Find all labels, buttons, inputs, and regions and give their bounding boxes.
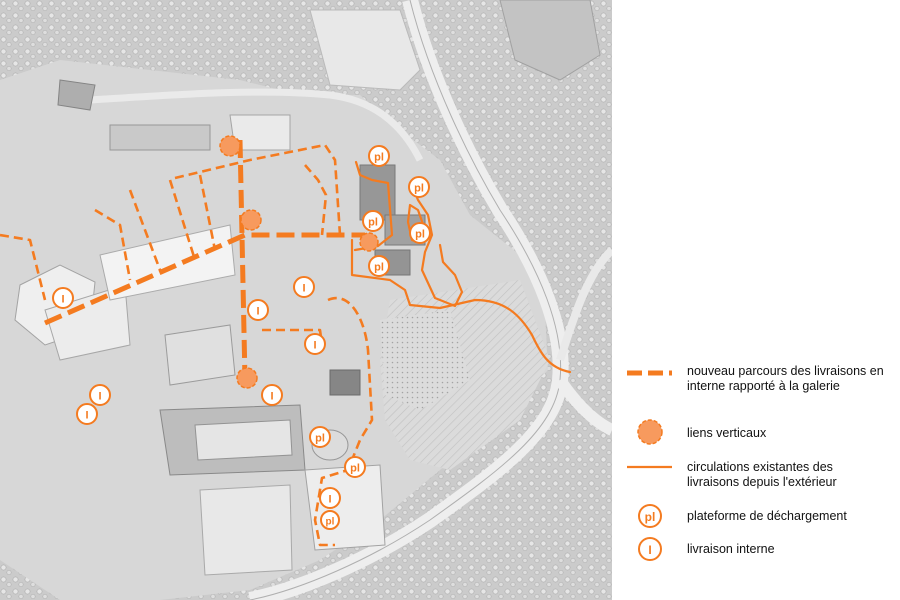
svg-text:pl: pl xyxy=(374,151,384,164)
marker-pl-6 xyxy=(345,457,365,477)
legend-label-internal-delivery: livraison interne xyxy=(687,542,775,556)
svg-text:pl: pl xyxy=(325,516,335,528)
svg-text:I: I xyxy=(313,339,317,352)
vertical-link-east xyxy=(360,233,378,251)
marker-i-4 xyxy=(305,334,325,354)
svg-text:I: I xyxy=(302,282,306,295)
legend-label-internal-route: nouveau parcours des livraisons en interne rapporté à la galerie xyxy=(687,364,884,393)
svg-text:pl: pl xyxy=(414,182,424,195)
marker-i-2 xyxy=(248,300,268,320)
marker-i-3 xyxy=(294,277,314,297)
marker-pl-7 xyxy=(321,511,339,529)
marker-i-5 xyxy=(90,385,110,405)
svg-text:pl: pl xyxy=(374,261,384,274)
svg-text:I: I xyxy=(328,493,332,506)
marker-i-7 xyxy=(262,385,282,405)
vertical-link-south xyxy=(237,368,257,388)
legend-label-vertical-links: liens verticaux xyxy=(687,426,767,440)
marker-pl-8 xyxy=(310,427,330,447)
svg-text:I: I xyxy=(648,543,652,557)
svg-text:pl: pl xyxy=(350,462,360,475)
marker-pl-1 xyxy=(369,146,389,166)
legend-symbol-pl-marker xyxy=(639,505,661,527)
marker-pl-2 xyxy=(409,177,429,197)
svg-text:I: I xyxy=(85,409,89,422)
svg-text:pl: pl xyxy=(315,432,325,445)
marker-pl-5 xyxy=(369,256,389,276)
legend-label-external-routes: circulations existantes des livraisons depuis l'extérieur xyxy=(687,460,837,489)
svg-text:pl: pl xyxy=(415,228,425,241)
vertical-link-north xyxy=(220,136,240,156)
svg-text:I: I xyxy=(61,293,65,306)
legend-symbol-i-marker xyxy=(639,538,661,560)
legend-symbol-vertical-link xyxy=(638,420,662,444)
svg-text:pl: pl xyxy=(368,216,378,229)
marker-i-1 xyxy=(53,288,73,308)
svg-text:I: I xyxy=(256,305,260,318)
svg-text:pl: pl xyxy=(644,510,656,524)
vertical-link-centre xyxy=(241,210,261,230)
marker-i-6 xyxy=(77,404,97,424)
legend-label-unloading-platform: plateforme de déchargement xyxy=(687,509,847,523)
svg-text:I: I xyxy=(270,390,274,403)
marker-pl-3 xyxy=(363,211,383,231)
marker-i-10 xyxy=(320,488,340,508)
marker-pl-4 xyxy=(410,223,430,243)
svg-text:I: I xyxy=(98,390,102,403)
